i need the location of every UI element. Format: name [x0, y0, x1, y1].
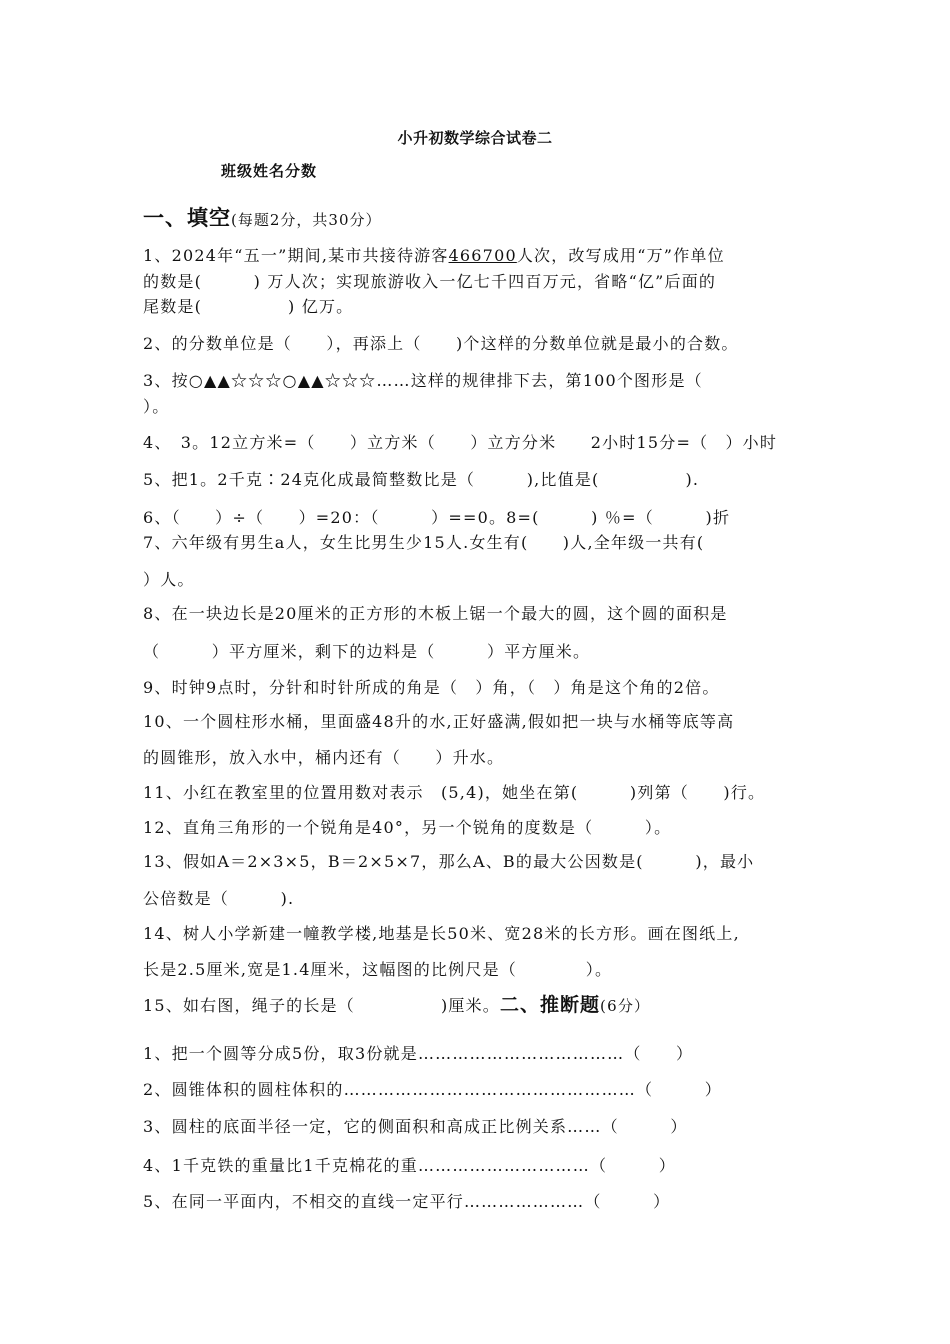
judge-item-5: 5、在同一平面内，不相交的直线一定平行…………………（ ） [143, 1192, 671, 1211]
question-10-line-2: 的圆锥形，放入水中，桶内还有（ ）升水。 [143, 748, 505, 767]
page-title: 小升初数学综合试卷二 [397, 129, 553, 147]
question-text: 1、2024年“五一”期间,某市共接待游客 [143, 246, 449, 265]
question-1-line-3: 尾数是( ) 亿万。 [143, 297, 354, 316]
question-1-line-1 [143, 243, 725, 266]
question-6: 6、（ ）÷（ ）=20：（ ）==0。8=( ) ％=（ )折 [143, 508, 731, 527]
question-14-line-1: 14、树人小学新建一幢教学楼,地基是长50米、宽28米的长方形。画在图纸上, [143, 924, 740, 943]
question-11: 11、小红在教室里的位置用数对表示 (5,4)，她坐在第( )列第（ )行。 [143, 783, 766, 802]
section-judge-heading: 二、推断题 [500, 994, 601, 1016]
question-8-line-2: （ ）平方厘米，剩下的边料是（ ）平方厘米。 [143, 642, 591, 661]
question-8-line-1: 8、在一块边长是20厘米的正方形的木板上锯一个最大的圆，这个圆的面积是 [143, 604, 728, 623]
question-15 [143, 990, 650, 1017]
section-fill-blank [143, 202, 381, 232]
question-1-line-2: 的数是( ) 万人次；实现旅游收入一亿七千四百万元，省略“亿”后面的 [143, 272, 717, 291]
question-3-line-1: 3、按○▲▲☆☆☆○▲▲☆☆☆……这样的规律排下去，第100个图形是（ [143, 371, 703, 390]
question-12: 12、直角三角形的一个锐角是40°，另一个锐角的度数是（ ）。 [143, 818, 672, 837]
section-note: (每题2分，共30分） [231, 211, 382, 229]
question-7-line-2: ）人。 [143, 570, 195, 589]
judge-item-3: 3、圆柱的底面半径一定，它的侧面积和高成正比例关系……（ ） [143, 1117, 688, 1136]
judge-item-4: 4、1千克铁的重量比1千克棉花的重…………………………（ ） [143, 1156, 676, 1175]
judge-item-2: 2、圆锥体积的圆柱体积的……………………………………………（ ） [143, 1080, 722, 1099]
visitor-count: 466700 [448, 246, 517, 265]
question-3-line-2: ）。 [143, 397, 170, 416]
question-13-line-1: 13、假如A＝2×3×5，B＝2×5×7，那么A、B的最大公因数是( )，最小 [143, 852, 755, 871]
question-text: 15、如右图，绳子的长是（ )厘米。 [143, 996, 501, 1015]
question-text: 人次，改写成用“万”作单位 [516, 246, 725, 265]
section-heading: 一、填空 [143, 206, 231, 230]
question-5: 5、把1。2千克∶24克化成最简整数比是（ ),比值是( ). [143, 470, 700, 489]
question-14-line-2: 长是2.5厘米,宽是1.4厘米，这幅图的比例尺是（ ）。 [143, 960, 613, 979]
question-9: 9、时钟9点时，分针和时针所成的角是（ ）角，（ ）角是这个角的2倍。 [143, 678, 720, 697]
question-2: 2、的分数单位是（ ），再添上（ )个这样的分数单位就是最小的合数。 [143, 334, 739, 353]
section-judge-note: (6分） [600, 997, 651, 1015]
judge-item-1: 1、把一个圆等分成5份，取3份就是………………………………（ ） [143, 1044, 694, 1063]
question-7-line-1: 7、六年级有男生a人，女生比男生少15人.女生有( )人,全年级一共有( [143, 533, 705, 552]
question-13-line-2: 公倍数是（ ). [143, 889, 295, 908]
student-info-line: 班级姓名分数 [221, 162, 318, 180]
question-4: 4、 3。12立方米=（ ）立方米（ ）立方分米 2小时15分=（ ）小时 [143, 433, 778, 452]
question-10-line-1: 10、一个圆柱形水桶，里面盛48升的水,正好盛满,假如把一块与水桶等底等高 [143, 712, 735, 731]
